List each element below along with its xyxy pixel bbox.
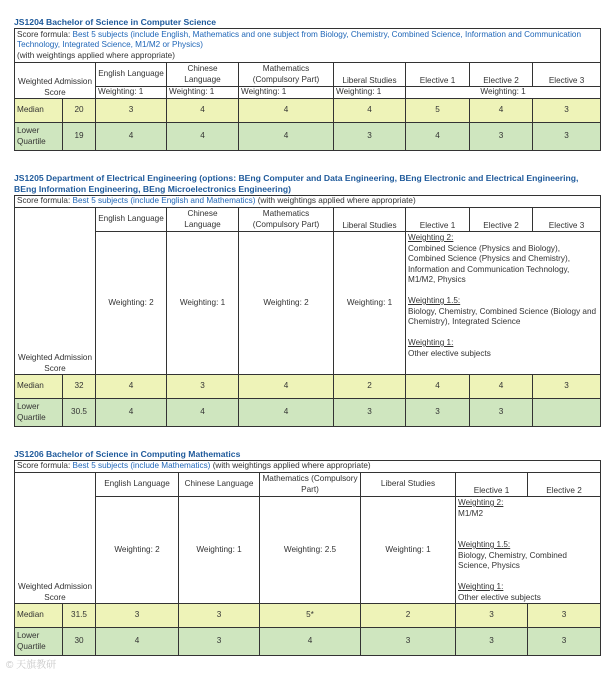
weighting: Weighting: 1: [239, 87, 334, 99]
subject-header: Elective 3: [533, 63, 601, 87]
programme-title: JS1206 Bachelor of Science in Computing Mathematics: [14, 449, 241, 459]
grade-cell: 3: [456, 604, 528, 628]
median-row: [15, 375, 601, 399]
subject-header: Chinese Language: [167, 208, 239, 232]
subject-header: Liberal Studies: [334, 208, 406, 232]
lower-quartile-row: [15, 628, 601, 656]
grade-cell: 3: [528, 628, 601, 656]
grade-cell: 4: [260, 628, 361, 656]
median-row: [15, 604, 601, 628]
lower-quartile-row: [15, 123, 601, 151]
row-label: Median: [15, 604, 63, 628]
grade-cell: 4: [334, 99, 406, 123]
grade-cell: 4: [167, 123, 239, 151]
programme-js1206: [14, 449, 600, 656]
score-value: 30.5: [63, 399, 96, 427]
grade-cell: 2: [361, 604, 456, 628]
grade-cell: 3: [96, 99, 167, 123]
grade-cell: 3: [533, 375, 601, 399]
subject-header: Mathematics (Compulsory Part): [239, 63, 334, 87]
row-label: Lower Quartile: [15, 399, 63, 427]
weighted-score-header: Weighted Admission Score: [15, 63, 96, 99]
programme-title: JS1204 Bachelor of Science in Computer Science: [14, 17, 217, 27]
subject-header: Chinese Language: [179, 473, 260, 497]
grade-cell: 4: [239, 375, 334, 399]
weighted-score-header: Weighted Admission Score: [15, 473, 96, 604]
grade-cell: 4: [96, 628, 179, 656]
weighting: Weighting: 1: [334, 87, 406, 99]
weighting: Weighting: 1: [179, 497, 260, 604]
score-table: [14, 28, 601, 151]
score-value: 31.5: [63, 604, 96, 628]
grade-cell: 3: [456, 628, 528, 656]
grade-cell: 3: [528, 604, 601, 628]
grade-cell: 4: [239, 123, 334, 151]
subject-header: English Language: [96, 208, 167, 232]
grade-cell: 4: [239, 399, 334, 427]
score-value: 20: [63, 99, 96, 123]
elective-weightings: Weighting 2: Combined Science (Physics and Biology), Combined Science (Physics and Chemistry), Information and Communication Technology, M1/M2, Physics Weighting 1.5: Biology, Chemistry, Combined Science (Biology and Chemistry), Integrated Science Weighting 1: Other elective subjects: [406, 232, 601, 375]
grade-cell: 4: [470, 99, 533, 123]
grade-cell: [533, 399, 601, 427]
weighting: Weighting: 2.5: [260, 497, 361, 604]
grade-cell: 4: [167, 399, 239, 427]
subject-header: Mathematics (Compulsory Part): [239, 208, 334, 232]
score-value: 30: [63, 628, 96, 656]
grade-cell: 3: [470, 399, 533, 427]
watermark: © 天旗教研: [6, 660, 57, 671]
subject-header: English Language: [96, 63, 167, 87]
subject-header: Mathematics (Compulsory Part): [260, 473, 361, 497]
weighted-score-header: Weighted Admission Score: [15, 208, 96, 375]
weighting: Weighting: 2: [239, 232, 334, 375]
subject-header: Elective 1: [456, 473, 528, 497]
programme-title: JS1205 Department of Electrical Engineering (options: BEng Computer and Data Engineering, BEng Electronic and Electrical Engineering, BEng Information Engineering, BEng Microelectronics Engineering): [14, 173, 579, 194]
grade-cell: 2: [334, 375, 406, 399]
weighting: Weighting: 1: [96, 87, 167, 99]
score-value: 32: [63, 375, 96, 399]
grade-cell: 3: [179, 604, 260, 628]
subject-header: Elective 2: [470, 208, 533, 232]
weighting: Weighting: 2: [96, 497, 179, 604]
subject-header: English Language: [96, 473, 179, 497]
grade-cell: 4: [406, 123, 470, 151]
programme-js1204: [14, 17, 600, 151]
median-row: [15, 99, 601, 123]
row-label: Lower Quartile: [15, 123, 63, 151]
weighting: Weighting: 1: [334, 232, 406, 375]
weighting: Weighting: 2: [96, 232, 167, 375]
weighting: Weighting: 1: [361, 497, 456, 604]
subject-header: Elective 3: [533, 208, 601, 232]
grade-cell: 4: [167, 99, 239, 123]
weighting: Weighting: 1: [406, 87, 601, 99]
subject-header: Chinese Language: [167, 63, 239, 87]
grade-cell: 3: [334, 399, 406, 427]
grade-cell: 3: [96, 604, 179, 628]
grade-cell: 3: [406, 399, 470, 427]
subject-header: Elective 2: [470, 63, 533, 87]
subject-header: Liberal Studies: [334, 63, 406, 87]
weighting: Weighting: 1: [167, 232, 239, 375]
grade-cell: 3: [533, 123, 601, 151]
subject-header: Elective 1: [406, 208, 470, 232]
grade-cell: 4: [239, 99, 334, 123]
subject-header: Elective 1: [406, 63, 470, 87]
score-formula: Score formula: Best 5 subjects (include Mathematics) (with weightings applied where appropriate): [15, 461, 601, 473]
score-table: [14, 195, 601, 427]
grade-cell: 3: [361, 628, 456, 656]
lower-quartile-row: [15, 399, 601, 427]
row-label: Median: [15, 375, 63, 399]
grade-cell: 3: [179, 628, 260, 656]
programme-js1205: [14, 173, 600, 427]
row-label: Lower Quartile: [15, 628, 63, 656]
score-table: [14, 460, 601, 656]
grade-cell: 3: [470, 123, 533, 151]
grade-cell: 4: [470, 375, 533, 399]
weighting: Weighting: 1: [167, 87, 239, 99]
grade-cell: 4: [406, 375, 470, 399]
grade-cell: 3: [334, 123, 406, 151]
grade-cell: 4: [96, 399, 167, 427]
grade-cell: 3: [167, 375, 239, 399]
subject-header: Elective 2: [528, 473, 601, 497]
elective-weightings: Weighting 2: M1/M2 Weighting 1.5: Biology, Chemistry, Combined Science, Physics Weighting 1: Other elective subjects: [456, 497, 601, 604]
subject-header: Liberal Studies: [361, 473, 456, 497]
score-value: 19: [63, 123, 96, 151]
score-formula: Score formula: Best 5 subjects (include English and Mathematics) (with weightings applied where appropriate): [15, 196, 601, 208]
score-formula: Score formula: Best 5 subjects (include English, Mathematics and one subject from Biology, Chemistry, Combined Science, Information and Communication Technology, Integrated Science, M1/M2 or Physics) (with weightings applied where appropriate): [15, 29, 601, 63]
row-label: Median: [15, 99, 63, 123]
grade-cell: 5*: [260, 604, 361, 628]
grade-cell: 4: [96, 375, 167, 399]
grade-cell: 3: [533, 99, 601, 123]
grade-cell: 5: [406, 99, 470, 123]
grade-cell: 4: [96, 123, 167, 151]
